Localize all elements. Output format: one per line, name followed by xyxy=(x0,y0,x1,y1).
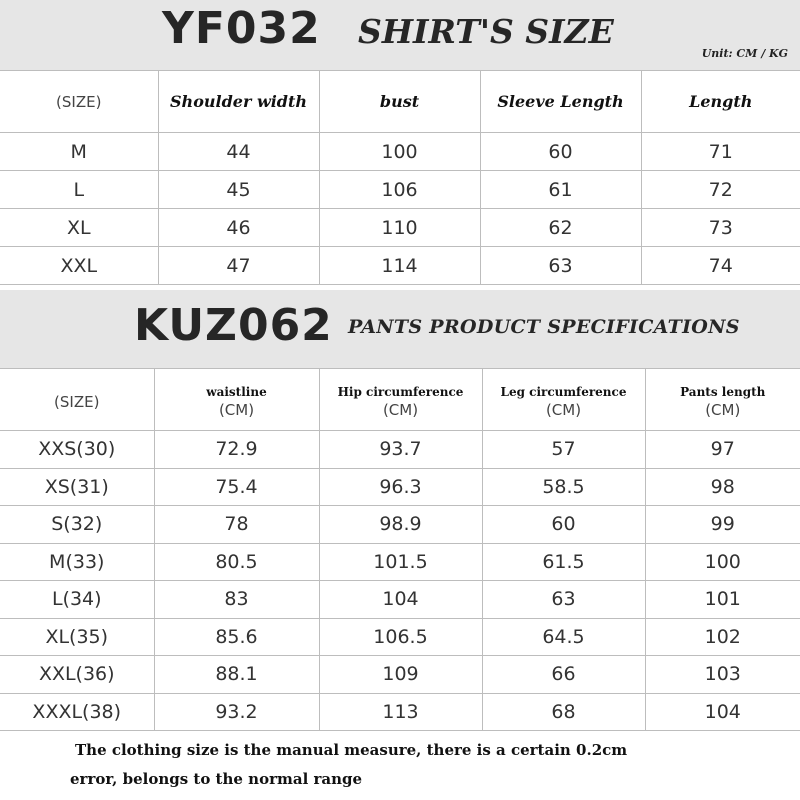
shirt-header-row xyxy=(0,71,800,133)
pants-header-pants-length-name: Pants length xyxy=(680,384,766,399)
measurement-cell: 110 xyxy=(319,209,480,247)
measurement-cell: 68 xyxy=(482,693,645,731)
pants-header-hip-unit: (CM) xyxy=(382,400,419,419)
table-row xyxy=(0,468,800,506)
pants-header-hip-name: Hip circumference xyxy=(337,384,464,399)
shirt-size-table xyxy=(0,70,800,285)
measurement-cell: 100 xyxy=(319,133,480,171)
measurement-cell: 73 xyxy=(641,209,800,247)
table-row xyxy=(0,618,800,656)
measurement-cell: 72.9 xyxy=(154,431,319,469)
table-row xyxy=(0,581,800,619)
measurement-cell: 63 xyxy=(480,247,641,285)
measurement-cell: 83 xyxy=(154,581,319,619)
measurement-cell: 44 xyxy=(158,133,319,171)
measurement-cell: 61 xyxy=(480,171,641,209)
measurement-cell: 101 xyxy=(645,581,800,619)
pants-header-waistline-unit: (CM) xyxy=(218,400,255,419)
measurement-cell: 75.4 xyxy=(154,468,319,506)
size-cell: XXXL(38) xyxy=(0,693,154,731)
pants-spec-title: PANTS PRODUCT SPECIFICATIONS xyxy=(348,316,740,338)
measurement-cell: 113 xyxy=(319,693,482,731)
measurement-cell: 72 xyxy=(641,171,800,209)
shirt-header-shoulder-width: Shoulder width xyxy=(158,71,319,133)
measurement-cell: 60 xyxy=(482,506,645,544)
size-cell: S(32) xyxy=(0,506,154,544)
pants-header-waistline xyxy=(154,369,319,431)
measurement-cell: 103 xyxy=(645,656,800,694)
pants-header-leg-unit: (CM) xyxy=(545,400,582,419)
measurement-cell: 58.5 xyxy=(482,468,645,506)
measurement-cell: 88.1 xyxy=(154,656,319,694)
measurement-cell: 64.5 xyxy=(482,618,645,656)
measurement-footnote xyxy=(70,736,790,794)
measurement-cell: 102 xyxy=(645,618,800,656)
measurement-cell: 71 xyxy=(641,133,800,171)
measurement-cell: 93.7 xyxy=(319,431,482,469)
measurement-cell: 45 xyxy=(158,171,319,209)
pants-header-leg-name: Leg circumference xyxy=(500,384,627,399)
shirt-header-size: (SIZE) xyxy=(0,71,158,133)
size-cell: XXS(30) xyxy=(0,431,154,469)
pants-header-row xyxy=(0,369,800,431)
measurement-cell: 61.5 xyxy=(482,543,645,581)
pants-header-waistline-name: waistline xyxy=(206,384,267,399)
measurement-cell: 93.2 xyxy=(154,693,319,731)
pants-header-leg xyxy=(482,369,645,431)
table-row xyxy=(0,209,800,247)
size-cell: XXL(36) xyxy=(0,656,154,694)
pants-product-code: KUZ062 xyxy=(134,300,333,351)
measurement-cell: 97 xyxy=(645,431,800,469)
table-row xyxy=(0,247,800,285)
size-cell: XXL xyxy=(0,247,158,285)
measurement-cell: 47 xyxy=(158,247,319,285)
unit-note: Unit: CM / KG xyxy=(701,47,788,60)
shirt-table-body xyxy=(0,133,800,285)
footnote-line-2: error, belongs to the normal range xyxy=(70,770,363,788)
measurement-cell: 104 xyxy=(645,693,800,731)
measurement-cell: 66 xyxy=(482,656,645,694)
measurement-cell: 114 xyxy=(319,247,480,285)
table-row xyxy=(0,171,800,209)
measurement-cell: 101.5 xyxy=(319,543,482,581)
measurement-cell: 62 xyxy=(480,209,641,247)
table-row xyxy=(0,656,800,694)
size-cell: XL xyxy=(0,209,158,247)
measurement-cell: 78 xyxy=(154,506,319,544)
size-cell: L xyxy=(0,171,158,209)
measurement-cell: 98.9 xyxy=(319,506,482,544)
shirt-header-length: Length xyxy=(641,71,800,133)
measurement-cell: 80.5 xyxy=(154,543,319,581)
measurement-cell: 96.3 xyxy=(319,468,482,506)
measurement-cell: 98 xyxy=(645,468,800,506)
shirt-size-title: SHIRT'S SIZE xyxy=(358,12,614,51)
table-row xyxy=(0,543,800,581)
measurement-cell: 106 xyxy=(319,171,480,209)
size-cell: M(33) xyxy=(0,543,154,581)
size-cell: L(34) xyxy=(0,581,154,619)
shirt-product-code: YF032 xyxy=(162,3,321,54)
measurement-cell: 46 xyxy=(158,209,319,247)
measurement-cell: 60 xyxy=(480,133,641,171)
table-row xyxy=(0,693,800,731)
measurement-cell: 104 xyxy=(319,581,482,619)
measurement-cell: 85.6 xyxy=(154,618,319,656)
size-cell: M xyxy=(0,133,158,171)
measurement-cell: 100 xyxy=(645,543,800,581)
pants-header-size: (SIZE) xyxy=(0,369,154,431)
measurement-cell: 57 xyxy=(482,431,645,469)
pants-header-pants-length xyxy=(645,369,800,431)
table-row xyxy=(0,506,800,544)
size-cell: XS(31) xyxy=(0,468,154,506)
measurement-cell: 99 xyxy=(645,506,800,544)
table-row xyxy=(0,431,800,469)
shirt-header-sleeve-length: Sleeve Length xyxy=(480,71,641,133)
measurement-cell: 74 xyxy=(641,247,800,285)
measurement-cell: 63 xyxy=(482,581,645,619)
table-row xyxy=(0,133,800,171)
pants-header-hip xyxy=(319,369,482,431)
shirt-header-bust: bust xyxy=(319,71,480,133)
footnote-line-1: The clothing size is the manual measure, there is a certain 0.2cm xyxy=(75,741,628,759)
pants-spec-table xyxy=(0,368,800,731)
pants-table-body xyxy=(0,431,800,731)
size-cell: XL(35) xyxy=(0,618,154,656)
measurement-cell: 106.5 xyxy=(319,618,482,656)
pants-header-pants-length-unit: (CM) xyxy=(705,400,741,419)
measurement-cell: 109 xyxy=(319,656,482,694)
